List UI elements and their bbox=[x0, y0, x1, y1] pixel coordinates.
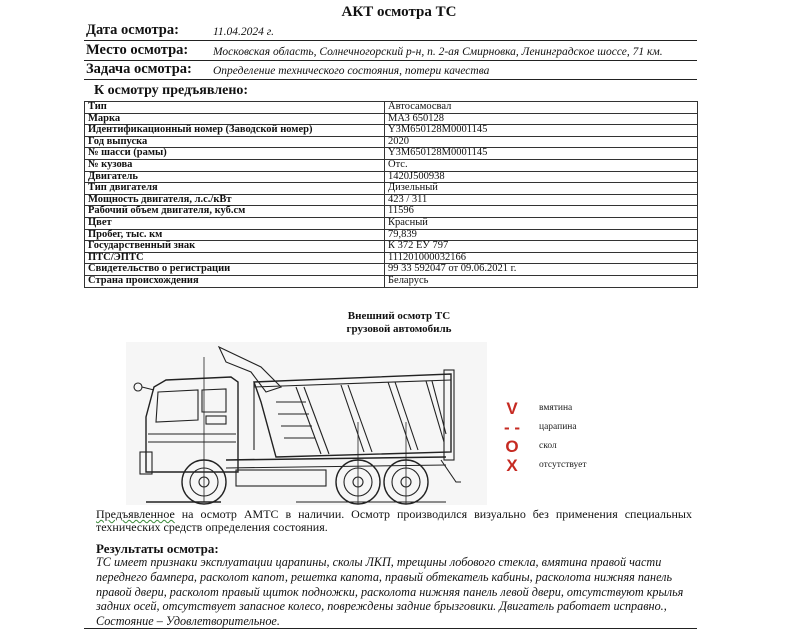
external-inspection-title bbox=[0, 310, 798, 336]
property-value: 1420J500938 bbox=[385, 171, 698, 183]
table-row bbox=[85, 113, 698, 125]
property-value: 423 / 311 bbox=[385, 194, 698, 206]
property-key: Тип двигателя bbox=[85, 183, 385, 195]
inspection-date-row bbox=[84, 21, 697, 41]
dump-truck-icon bbox=[126, 342, 487, 505]
property-key: Мощность двигателя, л.с./кВт bbox=[85, 194, 385, 206]
scratch-symbol-icon: - - bbox=[503, 418, 521, 437]
dent-symbol-icon: V bbox=[506, 399, 518, 418]
results-underline bbox=[84, 628, 697, 629]
table-row bbox=[85, 194, 698, 206]
property-key: ПТС/ЭПТС bbox=[85, 252, 385, 264]
inspection-task-label: Задача осмотра: bbox=[86, 61, 192, 77]
table-row bbox=[85, 264, 698, 276]
property-value: Красный bbox=[385, 217, 698, 229]
document-title: АКТ осмотра ТС bbox=[341, 4, 457, 20]
inspection-date-value: 11.04.2024 г. bbox=[213, 26, 274, 38]
property-value: 111201000032166 bbox=[385, 252, 698, 264]
note-first-word: Предъявленное bbox=[96, 507, 175, 521]
property-value: Y3M650128M0001145 bbox=[385, 148, 698, 160]
inspection-task-value: Определение технического состояния, потери качества bbox=[213, 65, 490, 77]
property-value: Дизельный bbox=[385, 183, 698, 195]
inspection-note bbox=[96, 508, 692, 534]
table-row bbox=[85, 217, 698, 229]
table-row bbox=[85, 171, 698, 183]
property-key: Год выпуска bbox=[85, 136, 385, 148]
external-title-line1: Внешний осмотр ТС bbox=[347, 310, 451, 322]
table-row bbox=[85, 159, 698, 171]
property-key: Государственный знак bbox=[85, 241, 385, 253]
vehicle-properties-table bbox=[84, 101, 698, 288]
inspection-place-value: Московская область, Солнечногорский р-н, п. 2-ая Смирновка, Ленинградское шоссе, 71 км. bbox=[213, 46, 663, 58]
property-key: Тип bbox=[85, 102, 385, 114]
property-value: Автосамосвал bbox=[385, 102, 698, 114]
table-row bbox=[85, 136, 698, 148]
property-key: Идентификационный номер (Заводской номер) bbox=[85, 125, 385, 137]
property-key: Рабочий объем двигателя, куб.см bbox=[85, 206, 385, 218]
property-key: Страна происхождения bbox=[85, 275, 385, 287]
table-row bbox=[85, 102, 698, 114]
property-value: Беларусь bbox=[385, 275, 698, 287]
property-key: Марка bbox=[85, 113, 385, 125]
property-value: 2020 bbox=[385, 136, 698, 148]
table-row bbox=[85, 125, 698, 137]
missing-symbol-icon: X bbox=[506, 456, 518, 475]
table-row bbox=[85, 206, 698, 218]
property-value: Отс. bbox=[385, 159, 698, 171]
note-text: на осмотр АМТС в наличии. Осмотр производился визуально без применения специальных технических средств определения состояния. bbox=[96, 507, 692, 534]
property-key: Свидетельство о регистрации bbox=[85, 264, 385, 276]
property-key: Цвет bbox=[85, 217, 385, 229]
table-row bbox=[85, 241, 698, 253]
table-row bbox=[85, 183, 698, 195]
table-row bbox=[85, 275, 698, 287]
presented-heading: К осмотру предъявлено: bbox=[94, 83, 249, 98]
property-value: 11596 bbox=[385, 206, 698, 218]
table-row bbox=[85, 148, 698, 160]
property-value: К 372 ЕУ 797 bbox=[385, 241, 698, 253]
external-title-line2: грузовой автомобиль bbox=[346, 323, 452, 335]
property-value: Y3M650128M0001145 bbox=[385, 125, 698, 137]
inspection-date-label: Дата осмотра: bbox=[86, 22, 179, 38]
legend-label: царапина bbox=[539, 422, 577, 432]
legend-label: отсутствует bbox=[539, 460, 587, 470]
dump-truck-drawing bbox=[126, 342, 487, 505]
property-key: Пробег, тыс. км bbox=[85, 229, 385, 241]
results-heading: Результаты осмотра: bbox=[96, 541, 219, 556]
inspection-place-row bbox=[84, 41, 697, 61]
legend-label: вмятина bbox=[539, 403, 573, 413]
table-row bbox=[85, 229, 698, 241]
property-key: № кузова bbox=[85, 159, 385, 171]
property-key: № шасси (рамы) bbox=[85, 148, 385, 160]
inspection-place-label: Место осмотра: bbox=[86, 42, 189, 58]
chip-symbol-icon: O bbox=[505, 437, 519, 456]
table-row bbox=[85, 252, 698, 264]
property-value: 79,839 bbox=[385, 229, 698, 241]
inspection-task-row bbox=[84, 60, 697, 80]
property-value: МАЗ 650128 bbox=[385, 113, 698, 125]
property-key: Двигатель bbox=[85, 171, 385, 183]
legend-label: скол bbox=[539, 441, 557, 451]
property-value: 99 33 592047 от 09.06.2021 г. bbox=[385, 264, 698, 276]
results-text: ТС имеет признаки эксплуатации царапины, сколы ЛКП, трещины лобового стекла, вмятина правой части переднего бампера, расколот капот, решетка капота, правый обтекатель кабины, расколота нижняя панель правой двери, расколот правый щиток подножки, расколота нижняя панель левой двери, отсутствуют крылья задних осей, отсутствует запасное колесо, повреждены задние брызговики. Двигатель работает исправно., Состояние – Удовлетворительное. bbox=[96, 555, 684, 629]
